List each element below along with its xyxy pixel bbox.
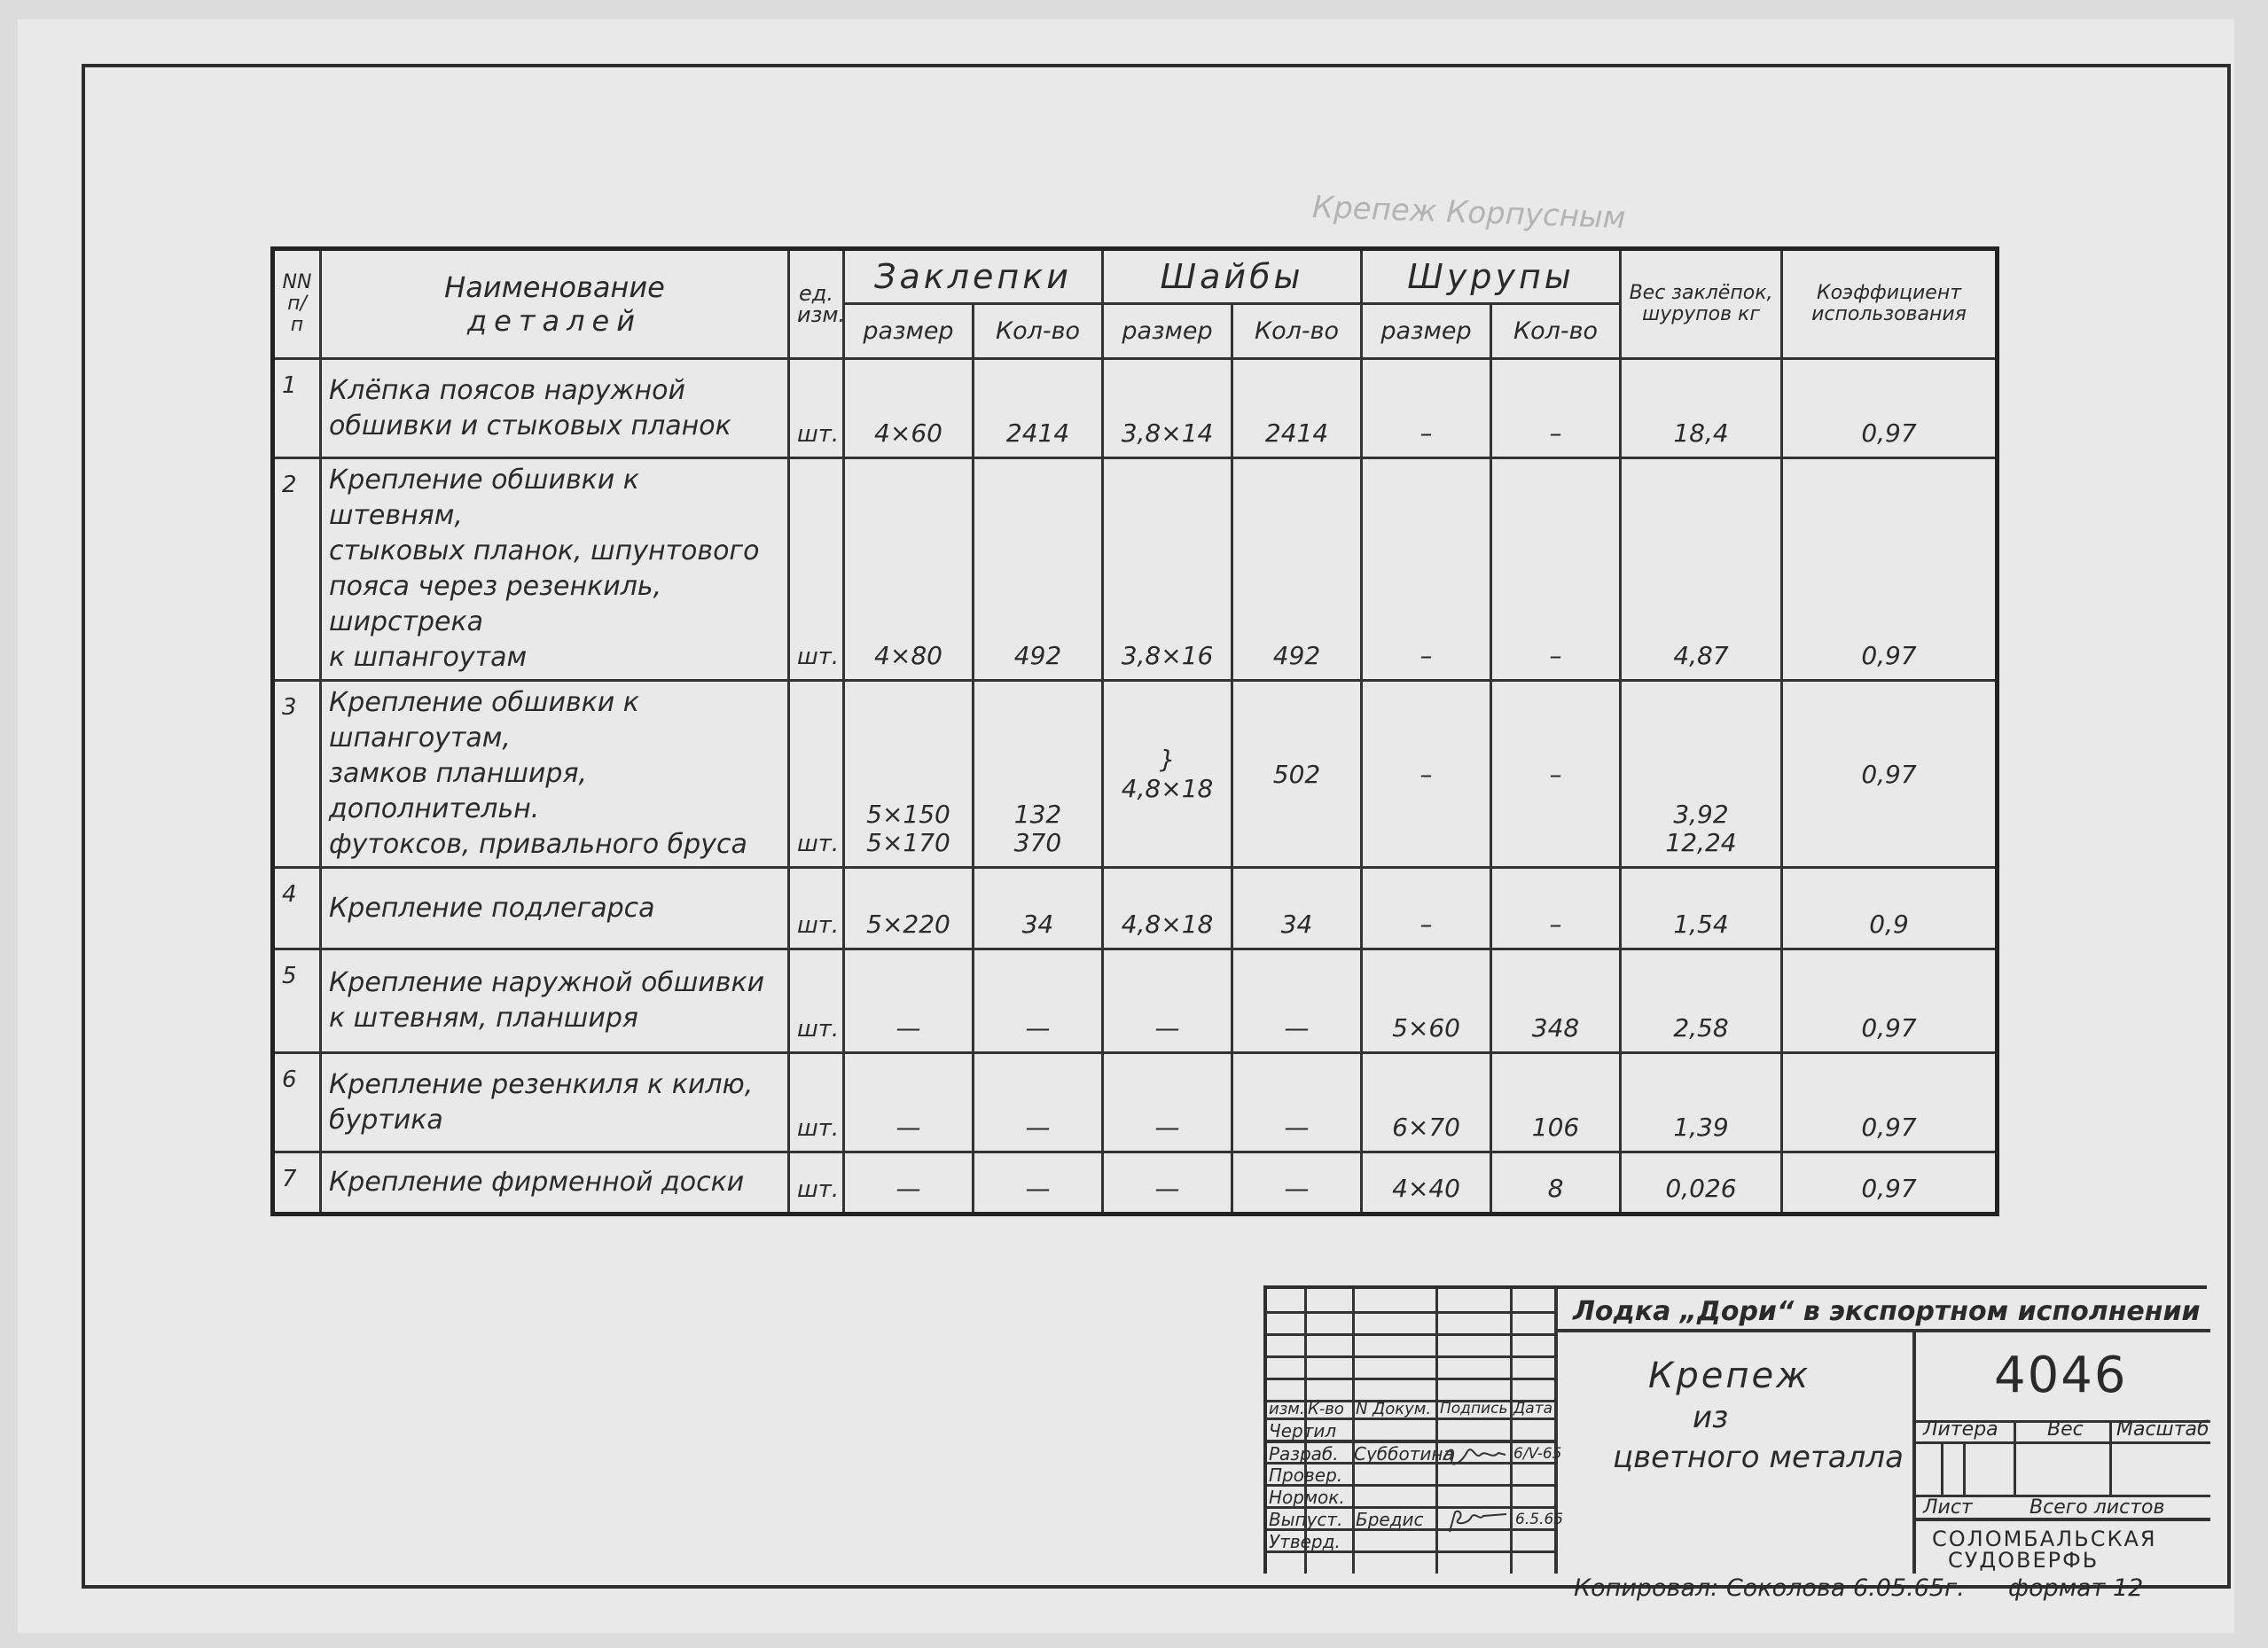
washer-size — [1103, 1053, 1232, 1152]
washer-qty — [1232, 1152, 1362, 1215]
row-number — [273, 1053, 321, 1152]
row-number — [273, 458, 321, 681]
row-weight — [1621, 681, 1782, 868]
washer-size — [1103, 359, 1232, 458]
row-weight — [1621, 868, 1782, 949]
org-line2: СУДОВЕРФЬ — [1948, 1548, 2100, 1573]
role-chertil: Чертил — [1269, 1420, 1337, 1441]
rivet-size — [844, 359, 974, 458]
row-unit-text: шт. — [797, 644, 840, 670]
header-unit: ед. изм. — [789, 249, 844, 359]
vypust-date: 6.5.65 — [1515, 1511, 1564, 1528]
row-weight — [1621, 949, 1782, 1053]
washer-size-value: — — [1154, 1174, 1180, 1203]
weight-value: 2,58 — [1673, 1013, 1729, 1043]
row-name-line: пояса через резенкиль, ширстрека — [329, 571, 662, 637]
row-number-text: 7 — [282, 1166, 297, 1192]
screw-size-value: 4×40 — [1392, 1174, 1460, 1203]
washer-qty-value: — — [1284, 1113, 1310, 1142]
coef-value: 0,97 — [1861, 1113, 1917, 1142]
fasteners-table — [270, 246, 1999, 1216]
row-unit-text: шт. — [797, 912, 840, 939]
screw-qty — [1491, 1053, 1621, 1152]
rivet-size — [844, 1152, 974, 1215]
washer-qty-value: — — [1284, 1174, 1310, 1203]
coef-value: 0,97 — [1861, 641, 1917, 670]
row-number-text: 4 — [282, 881, 297, 908]
rivet-size — [844, 868, 974, 949]
rivet-size — [844, 458, 974, 681]
coef-value: 0,9 — [1869, 910, 1909, 939]
row-unit-text: шт. — [797, 1016, 840, 1043]
col-data: Дата — [1513, 1400, 1553, 1418]
role-utverd: Утверд. — [1269, 1531, 1341, 1552]
washer-qty-value: 2414 — [1264, 418, 1329, 448]
role-normok: Нормок. — [1269, 1487, 1345, 1508]
washer-qty-value: 34 — [1280, 910, 1313, 939]
row-name — [321, 949, 789, 1053]
screw-size-value: – — [1419, 759, 1433, 789]
row-number-text: 3 — [282, 694, 297, 721]
role-prover: Провер. — [1269, 1464, 1343, 1486]
row-coef — [1782, 359, 1998, 458]
screw-qty — [1491, 458, 1621, 681]
washer-size-value: 3,8×14 — [1121, 418, 1214, 448]
row-number-text: 6 — [282, 1066, 297, 1093]
header-weight: Вес заклёпок, шурупов кг — [1621, 249, 1782, 359]
rivet-size — [844, 949, 974, 1053]
row-unit — [789, 458, 844, 681]
row-unit — [789, 1053, 844, 1152]
vypust-name: Бредис — [1356, 1509, 1424, 1530]
row-name — [321, 868, 789, 949]
row-name — [321, 681, 789, 868]
row-number — [273, 359, 321, 458]
rivet-qty-value: 2414 — [1005, 418, 1070, 448]
screw-size — [1362, 359, 1491, 458]
washer-size-value: 4,8×18 — [1121, 910, 1214, 939]
doc-title-line3: цветного металла — [1613, 1440, 1904, 1475]
header-screws: Шурупы — [1362, 249, 1621, 304]
screw-size-value: 6×70 — [1392, 1113, 1460, 1142]
col-podpis: Подпись — [1440, 1400, 1508, 1418]
screw-qty-value: 348 — [1531, 1013, 1580, 1043]
razrab-name: Субботина — [1354, 1443, 1454, 1464]
razrab-date: 6/V-65 — [1513, 1445, 1562, 1463]
row-unit-text: шт. — [797, 1176, 840, 1203]
row-name-line: к штевням, планширя — [329, 1003, 638, 1034]
rivet-qty-value: 34 — [1021, 910, 1054, 939]
signature-razrab — [1440, 1444, 1509, 1467]
label-litera: Литера — [1923, 1418, 1998, 1441]
row-name — [321, 359, 789, 458]
col-izm: изм. — [1269, 1400, 1305, 1418]
row-number-text: 2 — [282, 472, 297, 498]
row-name — [321, 458, 789, 681]
col-kvo: К-во — [1308, 1400, 1344, 1418]
row-unit-text: шт. — [797, 421, 840, 448]
rivet-qty-value: 370 — [1013, 828, 1062, 857]
washer-qty-value: 502 — [1272, 759, 1321, 789]
screw-qty-value: – — [1549, 910, 1562, 939]
header-rivets: Заклепки — [844, 249, 1103, 304]
weight-value: 0,026 — [1665, 1174, 1737, 1203]
coef-value: 0,97 — [1861, 759, 1917, 789]
rivet-size — [844, 1053, 974, 1152]
rivet-qty — [974, 1053, 1103, 1152]
row-name — [321, 1152, 789, 1215]
weight-value: 3,92 — [1673, 800, 1729, 829]
washer-qty — [1232, 681, 1362, 868]
row-unit — [789, 681, 844, 868]
row-name-line: Клёпка поясов наружной — [329, 374, 685, 406]
table-row — [273, 1053, 1998, 1152]
rivet-qty-value: 492 — [1013, 641, 1062, 670]
screw-size — [1362, 949, 1491, 1053]
row-number — [273, 949, 321, 1053]
screw-size — [1362, 458, 1491, 681]
screw-size-value: – — [1419, 641, 1433, 670]
table-row — [273, 359, 1998, 458]
row-name-line: замков планширя, дополнительн. — [329, 758, 588, 824]
washer-size — [1103, 868, 1232, 949]
label-vsego-listov: Всего листов — [2029, 1496, 2165, 1519]
rivet-size-value: — — [895, 1113, 921, 1142]
header-name-line1: Наименование — [444, 270, 665, 304]
rivet-size — [844, 681, 974, 868]
washer-qty — [1232, 1053, 1362, 1152]
doc-title-line2: из — [1693, 1400, 1729, 1435]
weight-value: 18,4 — [1673, 418, 1729, 448]
row-name-line: стыковых планок, шпунтового — [329, 535, 760, 566]
signature-vypust — [1444, 1507, 1508, 1537]
washer-size — [1103, 681, 1232, 868]
rivet-qty — [974, 458, 1103, 681]
row-coef — [1782, 681, 1998, 868]
rivet-qty-value: — — [1025, 1113, 1051, 1142]
header-screw-size: размер — [1362, 304, 1491, 359]
screw-size — [1362, 1053, 1491, 1152]
row-name-line: Крепление наружной обшивки — [329, 967, 765, 998]
washer-qty — [1232, 458, 1362, 681]
row-number-text: 1 — [282, 372, 297, 399]
weight-value: 12,24 — [1665, 828, 1737, 857]
row-name-line: футоксов, привального бруса — [329, 829, 747, 860]
rivet-qty — [974, 1152, 1103, 1215]
row-unit — [789, 868, 844, 949]
project-title: Лодка „Дори“ в экспортном исполнении — [1573, 1296, 2201, 1327]
coef-value: 0,97 — [1861, 1174, 1917, 1203]
row-name-line: Крепление обшивки к шпангоутам, — [329, 687, 639, 754]
screw-qty-value: – — [1549, 759, 1562, 789]
row-coef — [1782, 868, 1998, 949]
screw-qty-value: 8 — [1547, 1174, 1564, 1203]
rivet-qty-value: — — [1025, 1013, 1051, 1043]
row-name-line: Крепление обшивки к штевням, — [329, 465, 639, 531]
table-row — [273, 868, 1998, 949]
screw-qty — [1491, 359, 1621, 458]
rivet-size-value: 5×220 — [866, 910, 950, 939]
washer-size-value: } 4,8×18 — [1121, 745, 1214, 803]
row-coef — [1782, 949, 1998, 1053]
screw-qty-value: – — [1549, 418, 1562, 448]
row-unit — [789, 359, 844, 458]
table-body — [273, 359, 1998, 1215]
washer-qty — [1232, 949, 1362, 1053]
screw-size — [1362, 681, 1491, 868]
screw-size-value: 5×60 — [1392, 1013, 1460, 1043]
row-weight — [1621, 1053, 1782, 1152]
header-rivet-qty: Кол-во — [974, 304, 1103, 359]
washer-qty — [1232, 359, 1362, 458]
header-coef: Коэффициент использования — [1782, 249, 1998, 359]
title-block — [1263, 1285, 2207, 1574]
washer-size-value: — — [1154, 1013, 1180, 1043]
coef-value: 0,97 — [1861, 418, 1917, 448]
washer-size — [1103, 949, 1232, 1053]
org-line1: СОЛОМБАЛЬСКАЯ — [1932, 1527, 2157, 1551]
washer-size — [1103, 1152, 1232, 1215]
row-weight — [1621, 458, 1782, 681]
header-washer-size: размер — [1103, 304, 1232, 359]
screw-qty — [1491, 868, 1621, 949]
washer-qty-value: 492 — [1272, 641, 1321, 670]
rivet-qty-value: — — [1025, 1174, 1051, 1203]
screw-qty — [1491, 681, 1621, 868]
row-name-line: к шпангоутам — [329, 642, 528, 673]
header-screw-qty: Кол-во — [1491, 304, 1621, 359]
header-name-line2: деталей — [467, 304, 642, 338]
row-number — [273, 868, 321, 949]
header-washer-qty: Кол-во — [1232, 304, 1362, 359]
header-rivet-size: размер — [844, 304, 974, 359]
washer-size-value: — — [1154, 1113, 1180, 1142]
washer-size-value: 3,8×16 — [1121, 641, 1214, 670]
weight-value: 1,39 — [1673, 1113, 1729, 1142]
row-number — [273, 681, 321, 868]
header-washers: Шайбы — [1103, 249, 1362, 304]
rivet-qty — [974, 359, 1103, 458]
rivet-size-value: 5×150 — [866, 800, 950, 829]
doc-number: 4046 — [1994, 1347, 2128, 1404]
screw-qty-value: – — [1549, 641, 1562, 670]
washer-size — [1103, 458, 1232, 681]
row-unit — [789, 949, 844, 1053]
weight-value: 1,54 — [1673, 910, 1729, 939]
row-coef — [1782, 458, 1998, 681]
row-name-line: Крепление фирменной доски — [329, 1167, 745, 1198]
rivet-qty — [974, 949, 1103, 1053]
rivet-size-value: 4×60 — [874, 418, 942, 448]
screw-size — [1362, 868, 1491, 949]
rivet-size-value: — — [895, 1013, 921, 1043]
label-list: Лист — [1923, 1496, 1973, 1519]
footer-copied: Копировал: Соколова 6.05.65г. — [1574, 1574, 1965, 1602]
washer-qty — [1232, 868, 1362, 949]
row-unit-text: шт. — [797, 831, 840, 857]
table-row — [273, 681, 1998, 868]
screw-qty — [1491, 949, 1621, 1053]
row-unit-text: шт. — [797, 1115, 840, 1142]
rivet-qty — [974, 868, 1103, 949]
row-name-line: Крепление резенкиля к килю, — [329, 1068, 754, 1100]
col-ndok: N Докум. — [1356, 1400, 1432, 1418]
washer-qty-value: — — [1284, 1013, 1310, 1043]
table-row — [273, 949, 1998, 1053]
role-vypust: Выпуст. — [1269, 1509, 1343, 1530]
screw-qty-value: 106 — [1531, 1113, 1580, 1142]
weight-value: 4,87 — [1673, 641, 1729, 670]
row-name — [321, 1053, 789, 1152]
coef-value: 0,97 — [1861, 1013, 1917, 1043]
rivet-size-value: 5×170 — [866, 828, 950, 857]
label-ves: Вес — [2047, 1418, 2084, 1441]
row-name-line: буртика — [329, 1104, 443, 1136]
screw-size-value: – — [1419, 418, 1433, 448]
header-nn: NN п/п — [273, 249, 321, 359]
screw-size — [1362, 1152, 1491, 1215]
rivet-qty — [974, 681, 1103, 868]
screw-size-value: – — [1419, 910, 1433, 939]
row-weight — [1621, 359, 1782, 458]
table-row — [273, 1152, 1998, 1215]
rivet-size-value: — — [895, 1174, 921, 1203]
role-razrab: Разраб. — [1269, 1443, 1339, 1464]
row-unit — [789, 1152, 844, 1215]
row-number-text: 5 — [282, 963, 297, 989]
row-coef — [1782, 1053, 1998, 1152]
row-name-line: Крепление подлегарса — [329, 892, 655, 924]
row-number — [273, 1152, 321, 1215]
label-masshtab: Масштаб — [2116, 1418, 2209, 1441]
screw-qty — [1491, 1152, 1621, 1215]
row-name-line: обшивки и стыковых планок — [329, 410, 731, 441]
row-coef — [1782, 1152, 1998, 1215]
header-name — [321, 249, 789, 359]
pencil-note: Крепеж Корпусным — [1311, 189, 1627, 237]
table-row — [273, 458, 1998, 681]
footer-format: формат 12 — [2008, 1574, 2144, 1602]
rivet-size-value: 4×80 — [874, 641, 942, 670]
row-weight — [1621, 1152, 1782, 1215]
doc-title-line1: Крепеж — [1648, 1355, 1811, 1396]
rivet-qty-value: 132 — [1013, 800, 1062, 829]
